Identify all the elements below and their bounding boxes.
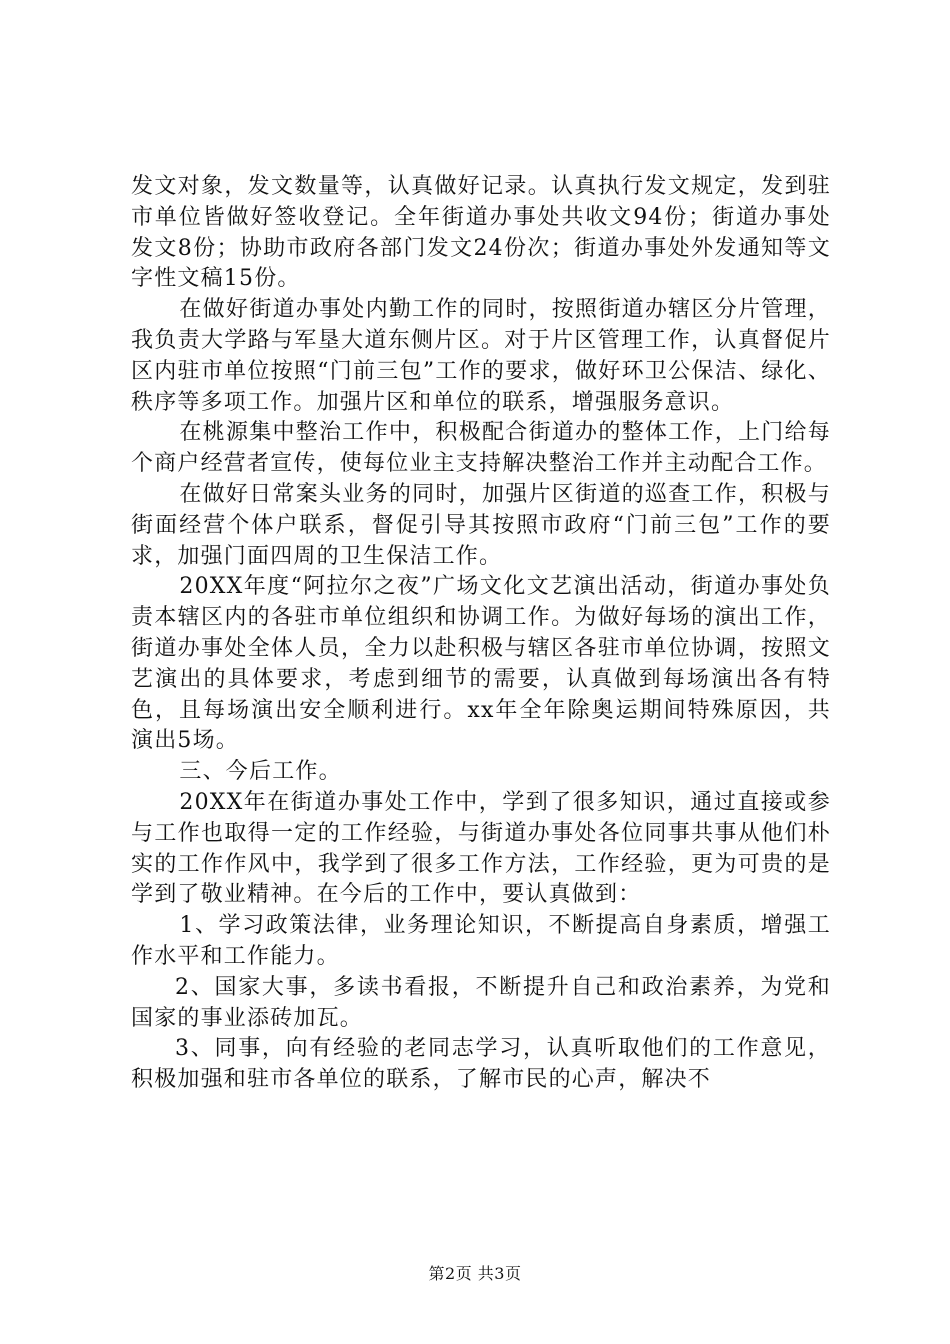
paragraph-7: 20XX年在街道办事处工作中，学到了很多知识，通过直接或参与工作也取得一定的工作经验，与街道办事处各位同事共事从他们朴实的工作作风中，我学到了很多工作方法，工作经验，更为可贵的是学到了敬业精神。在今后的工作中，要认真做到： [131,789,831,908]
paragraph-3: 在桃源集中整治工作中，积极配合街道办的整体工作，上门给每个商户经营者宣传，使每位业主支持解决整治工作并主动配合工作。 [131,420,831,477]
list-item-2: 2、国家大事，多读书看报，不断提升自己和政治素养，为党和国家的事业添砖加瓦。 [131,974,831,1031]
list-item-3: 3、同事，向有经验的老同志学习，认真听取他们的工作意见，积极加强和驻市各单位的联系，了解市民的心声，解决不 [131,1036,831,1093]
list-item-1: 1、学习政策法律，业务理论知识，不断提高自身素质，增强工作水平和工作能力。 [131,913,831,969]
page-number-footer: 第2页 共3页 [428,1264,522,1283]
section-heading: 三、今后工作。 [179,759,342,785]
paragraph-2: 在做好街道办事处内勤工作的同时，按照街道办辖区分片管理，我负责大学路与军垦大道东侧片区。对于片区管理工作，认真督促片区内驻市单位按照“门前三包”工作的要求，做好环卫公保洁、绿化、秩序等多项工作。加强片区和单位的联系，增强服务意识。 [131,297,831,415]
paragraph-5: 20XX年度“阿拉尔之夜”广场文化文艺演出活动，街道办事处负责本辖区内的各驻市单位组织和协调工作。为做好每场的演出工作，街道办事处全体人员，全力以赴积极与辖区各驻市单位协调，按照文艺演出的具体要求，考虑到细节的需要，认真做到每场演出各有特色，且每场演出安全顺利进行。xx年全年除奥运期间特殊原因，共演出5场。 [131,574,831,754]
document-body [131,172,831,1096]
paragraph-1: 发文对象，发文数量等，认真做好记录。认真执行发文规定，发到驻市单位皆做好签收登记。全年街道办事处共收文94份；街道办事处发文8份；协助市政府各部门发文24份次；街道办事处外发通知等文字性文稿15份。 [131,174,831,292]
paragraph-4: 在做好日常案头业务的同时，加强片区街道的巡查工作，积极与街面经营个体户联系，督促引导其按照市政府“门前三包”工作的要求，加强门面四周的卫生保洁工作。 [131,481,831,569]
